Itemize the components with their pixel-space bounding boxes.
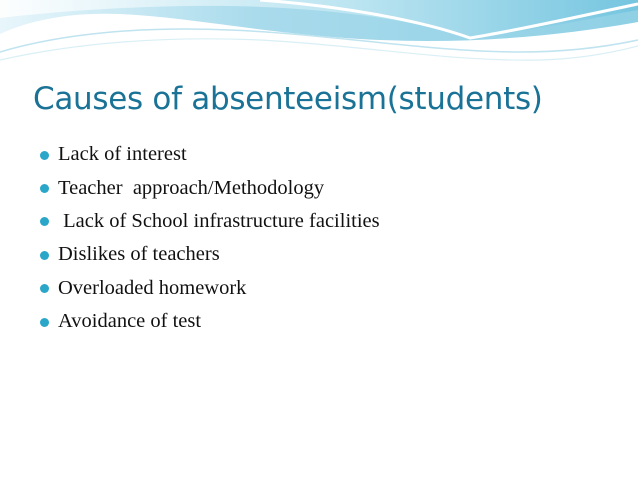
- bullet-text: Teacher approach/Methodology: [58, 176, 325, 199]
- bullet-text: Lack of School infrastructure facilities: [58, 209, 380, 232]
- slide-title: Causes of absenteeism(students): [33, 81, 543, 117]
- bullet-dot-icon: [40, 217, 49, 226]
- bullet-text: Dislikes of teachers: [58, 243, 220, 266]
- list-item: [40, 138, 380, 171]
- bullet-text: Avoidance of test: [58, 310, 202, 333]
- bullet-dot-icon: [40, 151, 49, 160]
- list-item: [40, 305, 380, 338]
- bullet-dot-icon: [40, 318, 49, 327]
- list-item: [40, 272, 380, 305]
- bullet-dot-icon: [40, 251, 49, 260]
- bullet-text: Lack of interest: [58, 143, 187, 166]
- bullet-dot-icon: [40, 184, 49, 193]
- list-item: [40, 238, 380, 271]
- list-item: [40, 205, 380, 238]
- bullet-text: Overloaded homework: [58, 276, 247, 299]
- bullet-dot-icon: [40, 284, 49, 293]
- bullet-list: [40, 138, 380, 338]
- list-item: [40, 171, 380, 204]
